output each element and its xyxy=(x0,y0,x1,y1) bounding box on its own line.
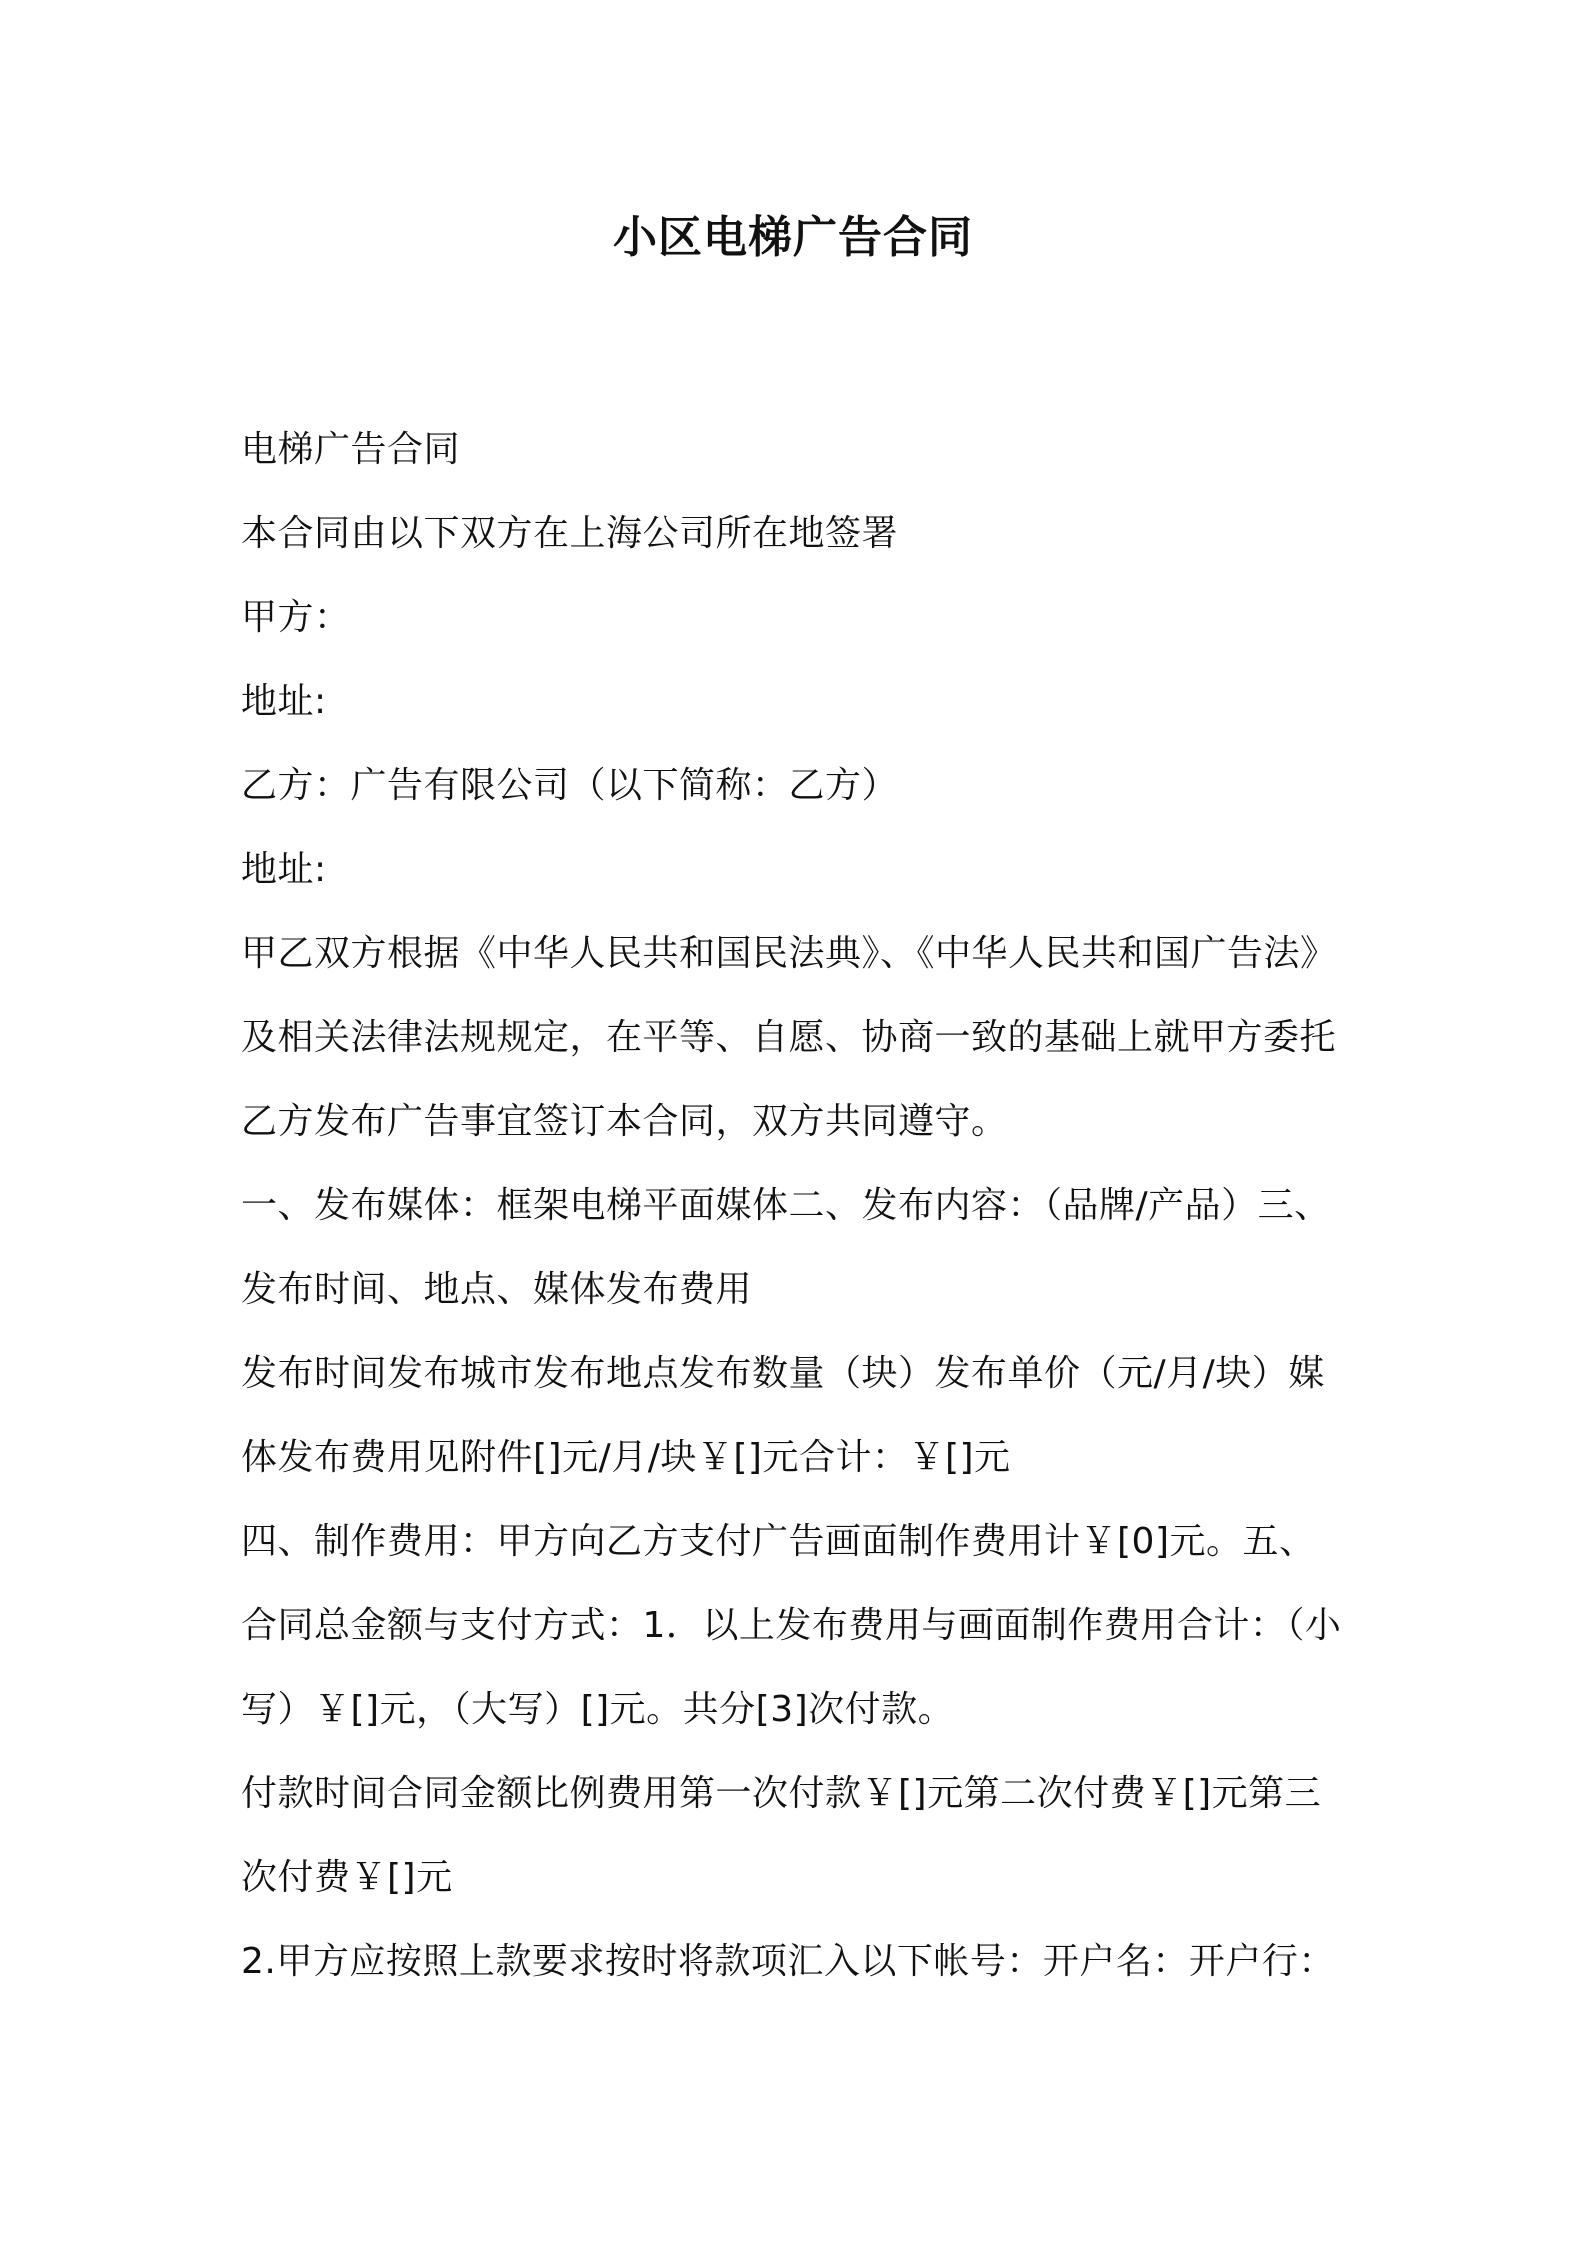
line-clause-total-amount: 合同总金额与支付方式：1．以上发布费用与画面制作费用合计：（小 xyxy=(241,1605,1342,1646)
line-party-a: 甲方： xyxy=(241,597,351,638)
line-total-amount-values: 写）￥[]元，（大写）[]元。共分[3]次付款。 xyxy=(241,1689,955,1730)
line-party-b: 乙方：广告有限公司（以下简称：乙方） xyxy=(241,765,899,806)
line-preamble-3: 乙方发布广告事宜签订本合同，双方共同遵守。 xyxy=(241,1101,1008,1142)
line-preamble-1: 甲乙双方根据《中华人民共和国民法典》、《中华人民共和国广告法》 xyxy=(241,933,1337,974)
line-clause-time-place: 发布时间、地点、媒体发布费用 xyxy=(241,1269,753,1310)
line-fee-table-header: 发布时间发布城市发布地点发布数量（块）发布单价（元/月/块）媒 xyxy=(241,1353,1325,1394)
line-signing-place: 本合同由以下双方在上海公司所在地签署 xyxy=(241,513,899,554)
line-fee-table-values: 体发布费用见附件[]元/月/块￥[]元合计：￥[]元 xyxy=(241,1437,1011,1478)
line-party-b-address: 地址: xyxy=(241,849,327,890)
document-title: 小区电梯广告合同 xyxy=(613,212,973,263)
line-clause-media: 一、发布媒体：框架电梯平面媒体二、发布内容：（品牌/产品）三、 xyxy=(241,1185,1331,1226)
line-clause-production-fee: 四、制作费用：甲方向乙方支付广告画面制作费用计￥[0]元。五、 xyxy=(241,1521,1316,1562)
line-party-a-address: 地址: xyxy=(241,681,327,722)
line-bank-account: 2.甲方应按照上款要求按时将款项汇入以下帐号：开户名：开户行： xyxy=(241,1941,1335,1982)
document-body xyxy=(241,408,1361,2004)
line-subtitle: 电梯广告合同 xyxy=(241,429,461,470)
line-preamble-2: 及相关法律法规规定，在平等、自愿、协商一致的基础上就甲方委托 xyxy=(241,1017,1337,1058)
line-payment-schedule-cont: 次付费￥[]元 xyxy=(241,1857,453,1898)
line-payment-schedule: 付款时间合同金额比例费用第一次付款￥[]元第二次付费￥[]元第三 xyxy=(241,1773,1322,1814)
